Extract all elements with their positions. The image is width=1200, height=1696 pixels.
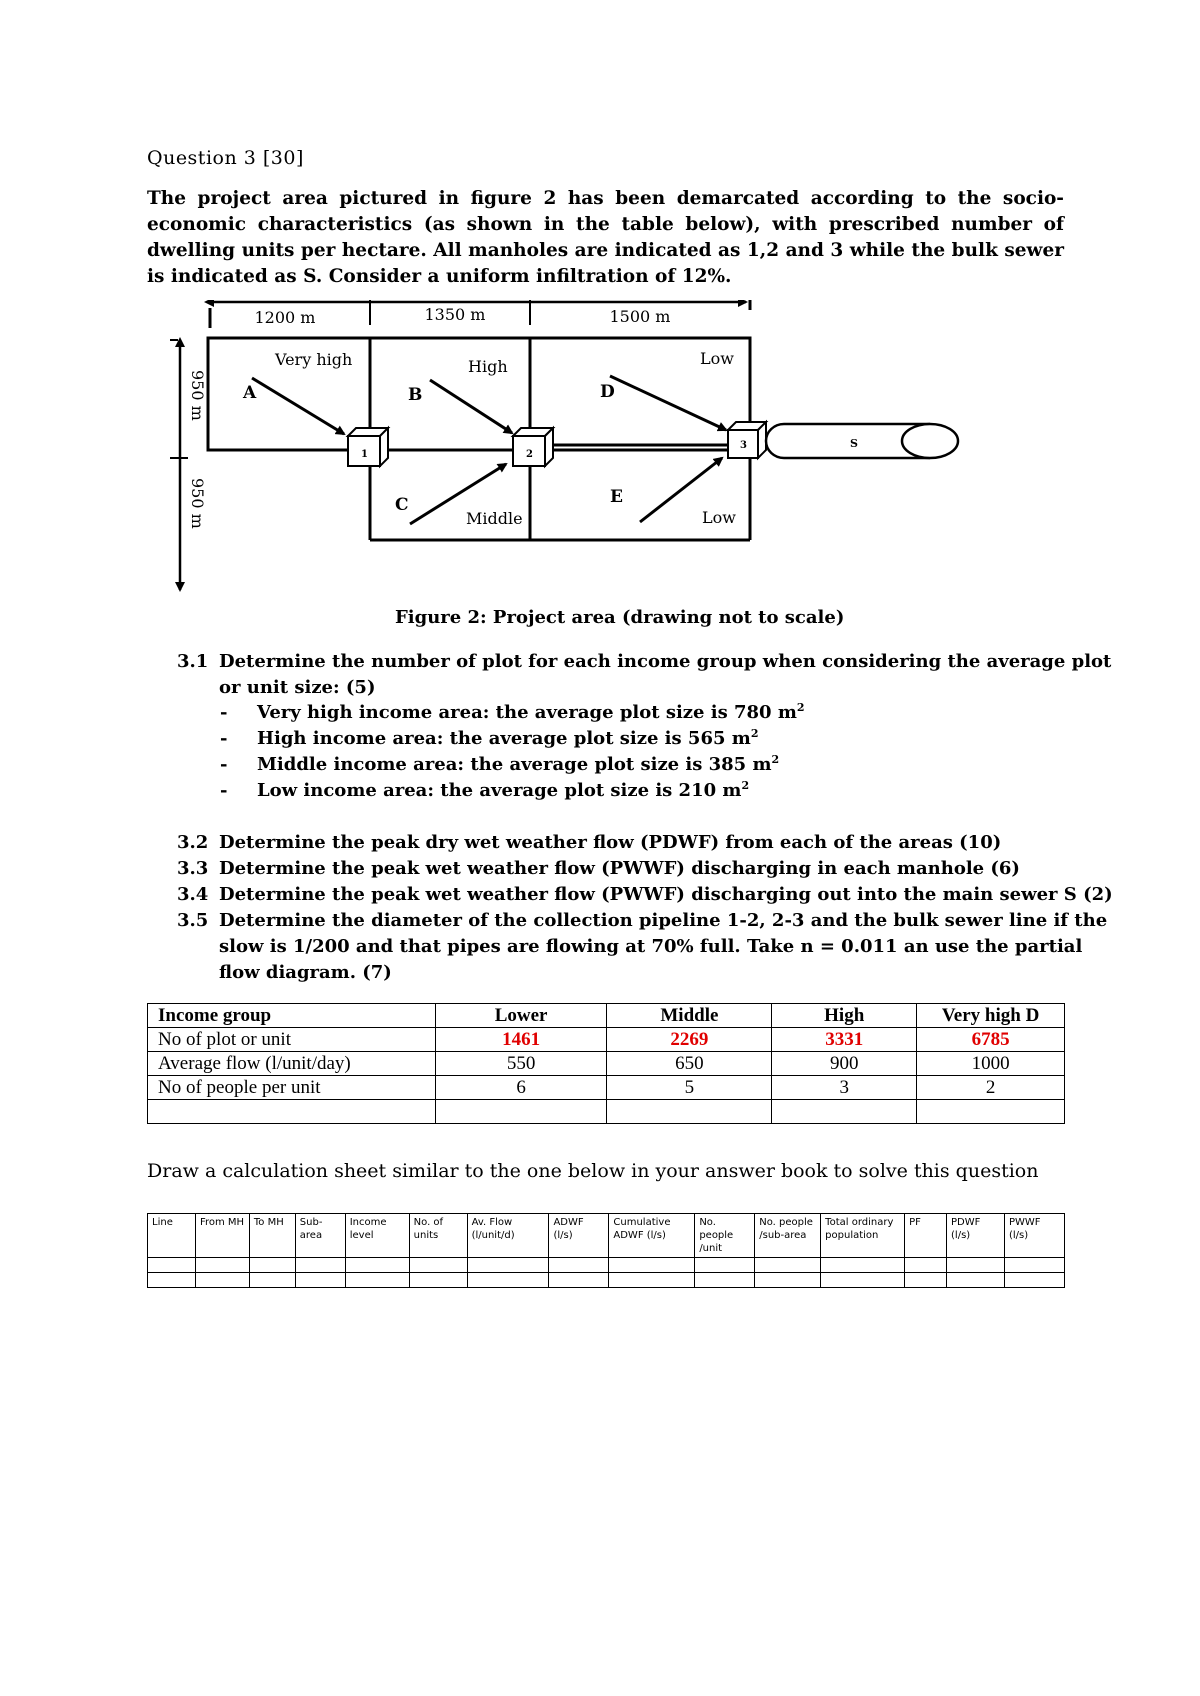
- calculation-sheet-table: [147, 1213, 1065, 1288]
- q33-number: 3.3: [177, 858, 209, 879]
- dim-950-lower: 950 m: [188, 478, 207, 529]
- question-title: Question 3 [30]: [147, 147, 304, 169]
- income-group-table: [147, 1003, 1065, 1124]
- table-cell: 3: [772, 1076, 917, 1100]
- area-b-income: High: [468, 357, 508, 376]
- question-3-4: [177, 882, 1113, 908]
- q33-text: Determine the peak wet weather flow (PWWF) discharging in each manhole (6): [219, 858, 1020, 879]
- bulk-sewer-pipe: [766, 424, 958, 458]
- table-header-row: [148, 1004, 1065, 1028]
- bullet-sup: 2: [741, 779, 750, 792]
- calc-header-cell: From MH: [195, 1214, 249, 1258]
- calc-blank-row: [148, 1258, 1065, 1273]
- header-cell: Lower: [435, 1004, 607, 1028]
- bullet-middle: - Middle income area: the average plot size is 385 $m^2$: [220, 753, 780, 775]
- table-row: [148, 1052, 1065, 1076]
- area-a-label: A: [243, 383, 257, 403]
- calc-header-cell: PF: [905, 1214, 947, 1258]
- calc-header-cell: No. of units: [409, 1214, 467, 1258]
- table-cell: 650: [607, 1052, 772, 1076]
- dim-950-upper: 950 m: [188, 370, 207, 421]
- calc-header-cell: No. people /sub-area: [755, 1214, 821, 1258]
- q32-number: 3.2: [177, 832, 209, 853]
- dim-1200: 1200 m: [254, 308, 316, 327]
- area-d-income: Low: [700, 349, 734, 368]
- question-3-1: [177, 649, 1111, 675]
- area-d-label: D: [600, 382, 615, 402]
- q31-line2: or unit size: (5): [219, 677, 376, 698]
- question-3-3: [177, 856, 1020, 882]
- calc-header-row: [148, 1214, 1065, 1258]
- table-cell: 5: [607, 1076, 772, 1100]
- bullet-text: High income area: the average plot size is 565 m: [257, 728, 751, 749]
- bullet-high: - High income area: the average plot size is 565 $m^2$: [220, 727, 759, 749]
- bullet-sup: 2: [750, 727, 759, 740]
- calc-header-cell: To MH: [249, 1214, 295, 1258]
- calc-header-cell: Sub-area: [295, 1214, 345, 1258]
- table-row: [148, 1076, 1065, 1100]
- q34-number: 3.4: [177, 884, 209, 905]
- sewer-label: S: [850, 437, 858, 450]
- q31-line1: Determine the number of plot for each income group when considering the average plot: [219, 651, 1112, 672]
- header-cell: Very high D: [917, 1004, 1065, 1028]
- area-c-label: C: [395, 495, 409, 515]
- table-cell: 550: [435, 1052, 607, 1076]
- header-cell: Middle: [607, 1004, 772, 1028]
- bullet-low: - Low income area: the average plot size is 210 $m^2$: [220, 779, 750, 801]
- table-cell: 1461: [435, 1028, 607, 1052]
- draw-instruction: Draw a calculation sheet similar to the one below in your answer book to solve this question: [147, 1160, 1039, 1182]
- project-area-diagram: [170, 300, 1110, 600]
- row-label: No of plot or unit: [148, 1028, 436, 1052]
- table-cell: 900: [772, 1052, 917, 1076]
- q35-line3: flow diagram. (7): [219, 962, 392, 983]
- row-label: Average flow (l/unit/day): [148, 1052, 436, 1076]
- dim-1350: 1350 m: [424, 305, 486, 324]
- manhole-2: [513, 428, 553, 466]
- table-row-empty: [148, 1100, 1065, 1124]
- intro-paragraph: The project area pictured in figure 2 has been demarcated according to the socio-economic characteristics (as shown in the table below), with prescribed number of dwelling units per hectare. All manholes are indicated as 1,2 and 3 while the bulk sewer is indicated as S. Consider a uniform infiltration of 12%.: [147, 188, 1064, 287]
- project-area-figure: [170, 300, 1110, 600]
- table-cell: 2269: [607, 1028, 772, 1052]
- calc-blank-row: [148, 1273, 1065, 1288]
- manhole-3-label: 3: [740, 440, 747, 451]
- manhole-2-label: 2: [526, 449, 533, 460]
- figure-caption: Figure 2: Project area (drawing not to scale): [395, 607, 845, 628]
- table-cell: 3331: [772, 1028, 917, 1052]
- table-cell: 6: [435, 1076, 607, 1100]
- calc-header-cell: Total ordinary population: [821, 1214, 905, 1258]
- table-cell: 2: [917, 1076, 1065, 1100]
- bullet-text: Very high income area: the average plot size is 780 m: [257, 702, 797, 723]
- calc-header-cell: Av. Flow (l/unit/d): [467, 1214, 549, 1258]
- calc-header-cell: Income level: [345, 1214, 409, 1258]
- bullet-text: Middle income area: the average plot size is 385 m: [257, 754, 772, 775]
- vertical-dimension: [170, 340, 207, 590]
- area-e-income: Low: [702, 508, 736, 527]
- bullet-text: Low income area: the average plot size is 210 m: [257, 780, 742, 801]
- bullet-very-high: - Very high income area: the average plot size is 780 $m^2$: [220, 701, 805, 723]
- row-label: No of people per unit: [148, 1076, 436, 1100]
- area-a-income: Very high: [275, 350, 353, 369]
- bullet-sup: 2: [771, 753, 780, 766]
- q35-line1: Determine the diameter of the collection pipeline 1-2, 2-3 and the bulk sewer line if the: [219, 910, 1108, 931]
- calc-header-cell: PDWF (l/s): [947, 1214, 1005, 1258]
- manhole-1-label: 1: [361, 449, 368, 460]
- calc-header-cell: Cumulative ADWF (l/s): [609, 1214, 695, 1258]
- table-cell: 1000: [917, 1052, 1065, 1076]
- area-b-label: B: [408, 385, 423, 405]
- calc-header-cell: ADWF (l/s): [549, 1214, 609, 1258]
- table-cell: 6785: [917, 1028, 1065, 1052]
- q35-line2: slow is 1/200 and that pipes are flowing at 70% full. Take n = 0.011 an use the partial: [219, 936, 1083, 957]
- manhole-1: [348, 428, 388, 466]
- q34-text: Determine the peak wet weather flow (PWWF) discharging out into the main sewer S (2): [219, 884, 1113, 905]
- bullet-sup: 2: [796, 701, 805, 714]
- area-e-label: E: [610, 487, 623, 507]
- dim-1500: 1500 m: [609, 307, 671, 326]
- manhole-3: [728, 422, 766, 458]
- q32-text: Determine the peak dry wet weather flow (PDWF) from each of the areas (10): [219, 832, 1002, 853]
- calc-header-cell: Line: [148, 1214, 196, 1258]
- q31-number: 3.1: [177, 651, 209, 672]
- header-cell: High: [772, 1004, 917, 1028]
- question-3-2: [177, 830, 1001, 856]
- table-row: [148, 1028, 1065, 1052]
- calc-header-cell: PWWF (l/s): [1004, 1214, 1064, 1258]
- horizontal-dimension: [210, 300, 750, 328]
- question-3-5: [177, 908, 1107, 934]
- area-c-income: Middle: [466, 509, 523, 528]
- calc-header-cell: No. people /unit: [695, 1214, 755, 1258]
- q35-number: 3.5: [177, 910, 209, 931]
- header-cell: Income group: [148, 1004, 436, 1028]
